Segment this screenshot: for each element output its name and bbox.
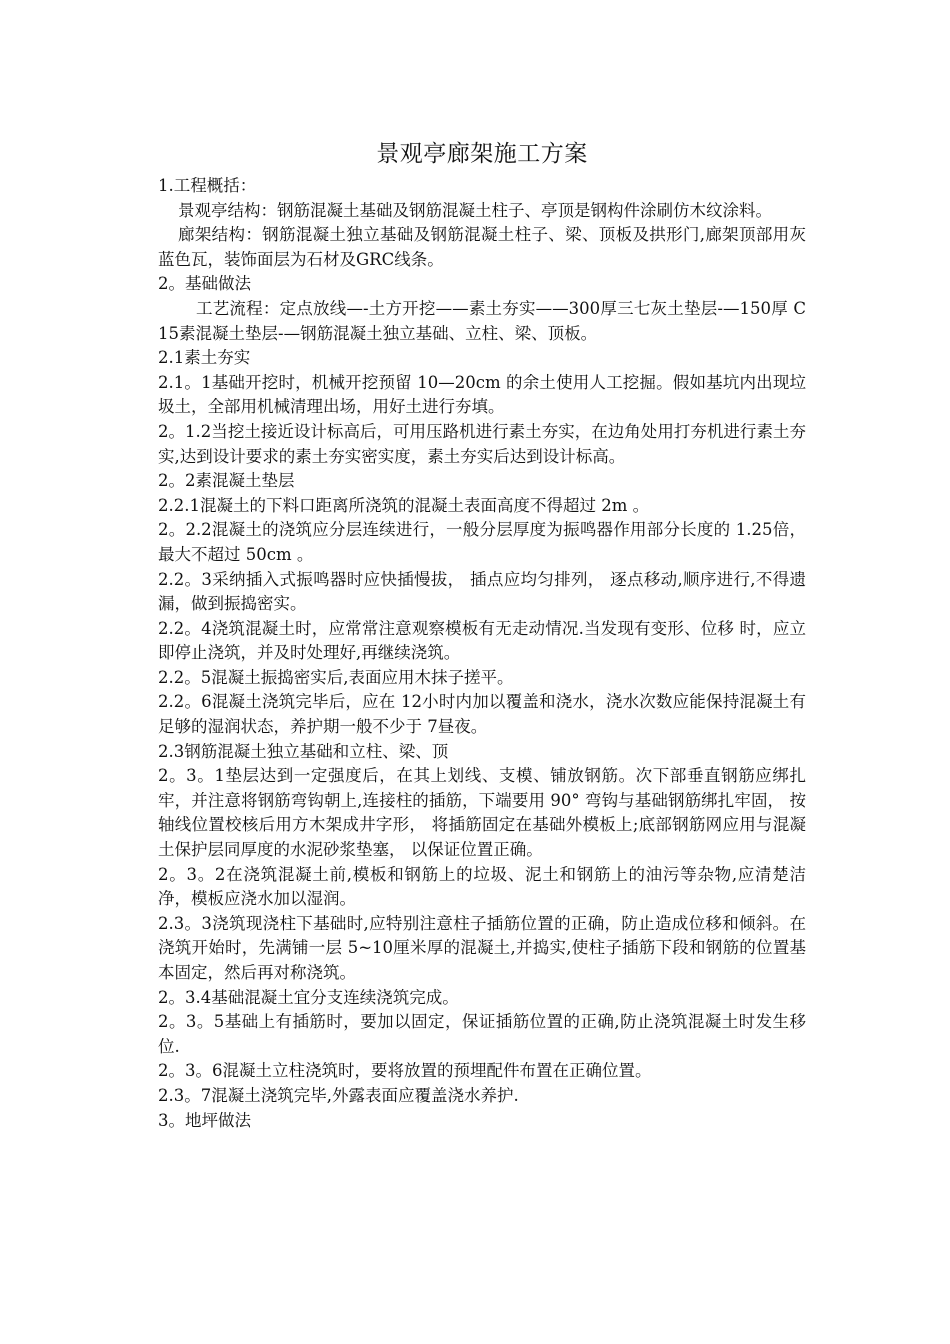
paragraph: 2。2.2混凝土的浇筑应分层连续进行，一般分层厚度为振鸣器作用部分长度的 1.25倍，最大不超过 50cm 。 [158,520,806,564]
document-title: 景观亭廊架施工方案 [376,141,588,167]
subsection-heading: 2.3钢筋混凝土独立基础和立柱、梁、顶 [158,741,449,761]
paragraph: 2.2。6混凝土浇筑完毕后，应在 12小时内加以覆盖和浇水，浇水次数应能保持混凝土有足够的湿润状态，养护期一般不少于 7昼夜。 [158,692,806,737]
document-body [158,136,806,1133]
paragraph: 2.3。7混凝土浇筑完毕,外露表面应覆盖浇水养护. [158,1085,519,1105]
paragraph: 2。3。5基础上有插筋时，要加以固定，保证插筋位置的正确,防止浇筑混凝土时发生移位. [158,1012,806,1056]
subsection-heading: 2.1素土夯实 [158,348,251,368]
paragraph: 2。3。6混凝土立柱浇筑时，要将放置的预埋配件布置在正确位置。 [158,1061,652,1081]
paragraph: 2.3。3浇筑现浇柱下基础时,应特别注意柱子插筋位置的正确，防止造成位移和倾斜。在浇筑开始时，先满铺一层 5~10厘米厚的混凝土,并捣实,使柱子插筋下段和钢筋的位置基本固定，然后再对称浇筑。 [158,913,806,982]
paragraph: 工艺流程：定点放线—-土方开挖——素土夯实——300厚三七灰土垫层-—150厚 C15素混凝土垫层-—钢筋混凝土独立基础、立柱、梁、顶板。 [158,298,806,343]
section-heading: 2。基础做法 [158,274,251,294]
paragraph: 2.2.1混凝土的下料口距离所浇筑的混凝土表面高度不得超过 2m 。 [158,495,650,515]
paragraph: 景观亭结构：钢筋混凝土基础及钢筋混凝土柱子、亭顶是钢构件涂刷仿木纹涂料。 [178,200,772,220]
subsection-heading: 2。2素混凝土垫层 [158,471,295,491]
section-heading: 1.工程概括： [158,176,257,195]
paragraph: 2.2。4浇筑混凝土时，应常常注意观察模板有无走动情况.当发现有变形、位移 时，应立即停止浇筑，并及时处理好,再继续浇筑。 [158,618,806,663]
paragraph: 2.1。1基础开挖时，机械开挖预留 10—20cm 的余土使用人工挖掘。假如基坑内出现垃圾土，全部用机械清理出场，用好土进行夯填。 [158,372,806,417]
paragraph: 2。3。2在浇筑混凝土前,模板和钢筋上的垃圾、泥土和钢筋上的油污等杂物,应清楚洁净，模板应浇水加以湿润。 [158,864,806,909]
section-heading: 3。地坪做法 [158,1110,251,1130]
paragraph: 2。3。1垫层达到一定强度后，在其上划线、支模、铺放钢筋。次下部垂直钢筋应绑扎牢，并注意将钢筋弯钩朝上,连接柱的插筋，下端要用 90° 弯钩与基础钢筋绑扎牢固， 按轴线位置校核后用方木架成井字形， 将插筋固定在基础外模板上;底部钢筋网应用与混凝土保护层同厚度的水泥砂浆垫塞， 以保证位置正确。 [158,766,806,860]
paragraph: 廊架结构：钢筋混凝土独立基础及钢筋混凝土柱子、梁、顶板及拱形门,廊架顶部用灰蓝色瓦，装饰面层为石材及GRC线条。 [158,225,806,269]
paragraph: 2。3.4基础混凝土宜分支连续浇筑完成。 [158,987,459,1007]
paragraph: 2.2。3采纳插入式振鸣器时应快插慢拔， 插点应均匀排列， 逐点移动,顺序进行,不得遗漏，做到振捣密实。 [158,569,806,614]
paragraph: 2.2。5混凝土振捣密实后,表面应用木抹子搓平。 [158,667,514,687]
paragraph: 2。1.2当挖土接近设计标高后，可用压路机进行素土夯实，在边角处用打夯机进行素土夯实,达到设计要求的素土夯实密实度，素土夯实后达到设计标高。 [158,421,806,466]
